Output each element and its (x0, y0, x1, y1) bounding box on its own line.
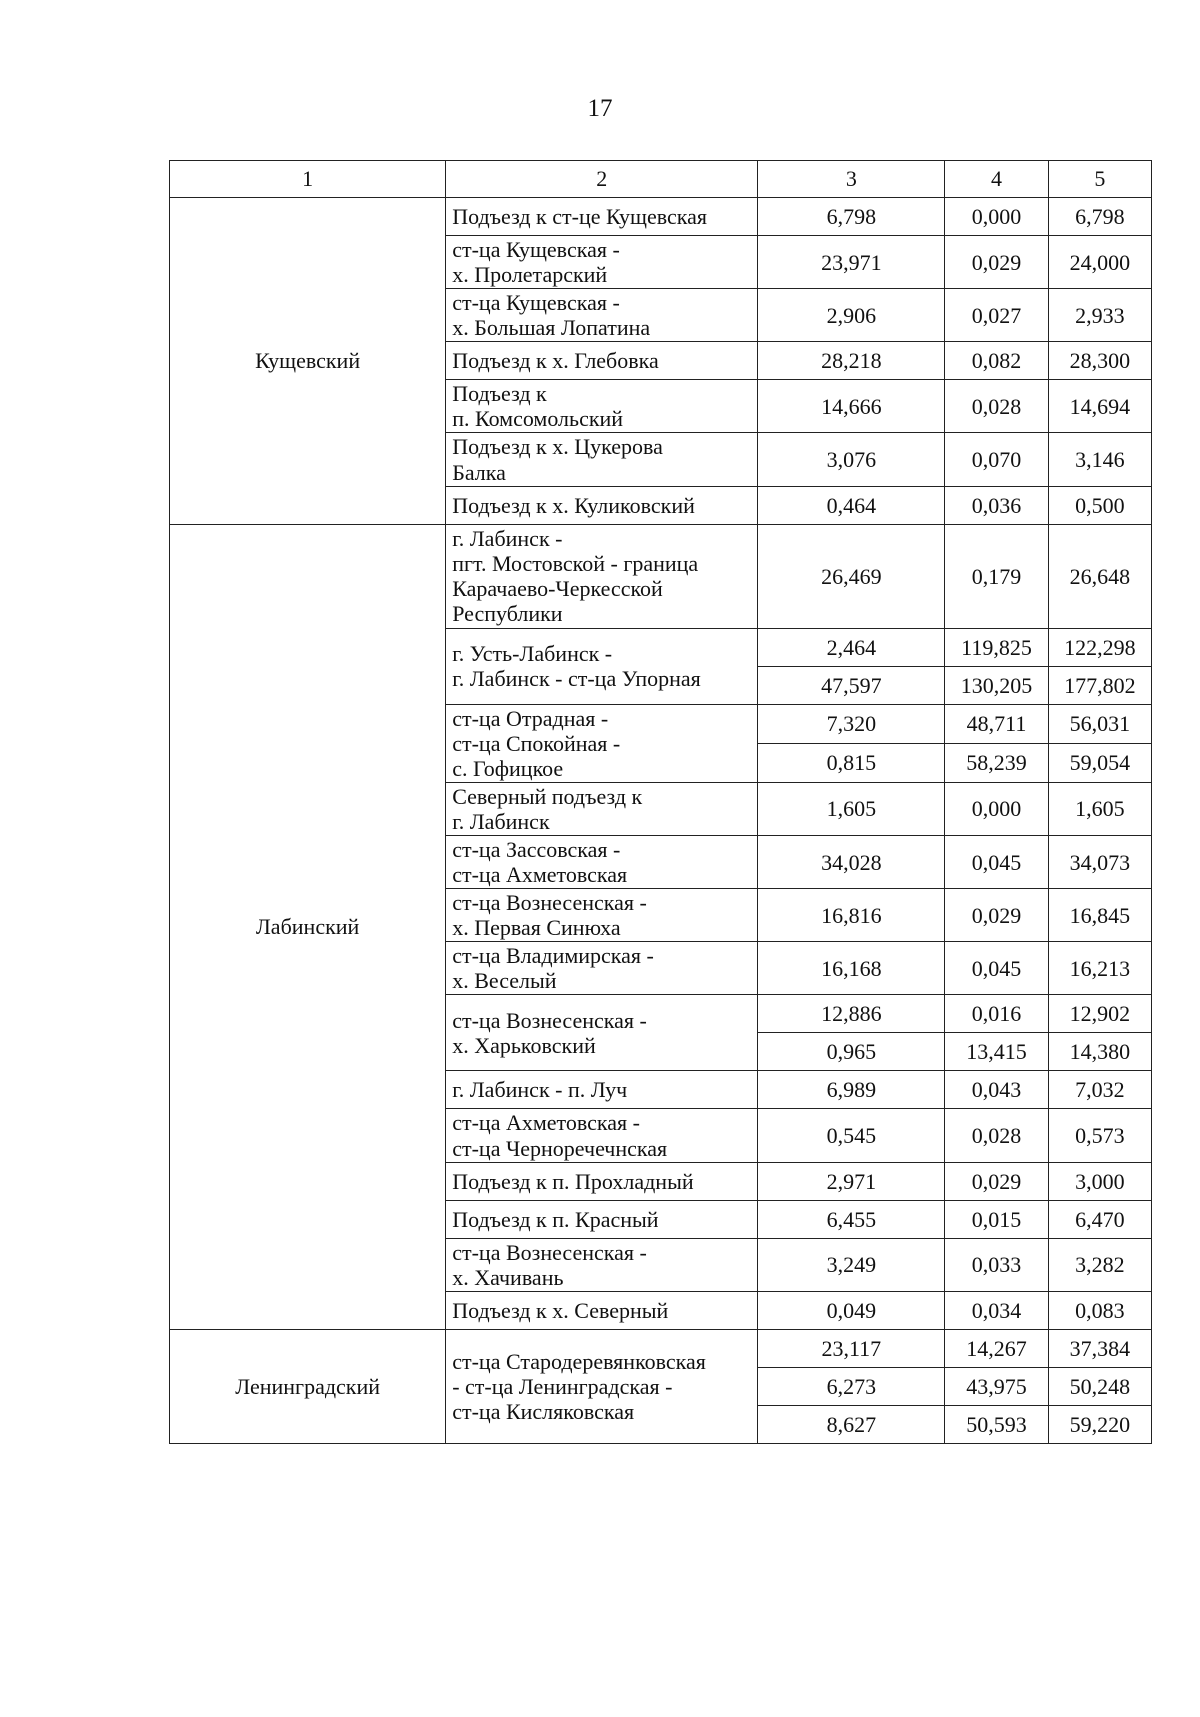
length-value-4: 58,239 (945, 743, 1048, 782)
column-header-2: 2 (446, 161, 758, 198)
length-value-4: 0,045 (945, 836, 1048, 889)
length-value-3: 0,965 (758, 1033, 945, 1071)
length-value-5: 1,605 (1048, 782, 1151, 835)
length-value-4: 0,034 (945, 1291, 1048, 1329)
page-number: 17 (587, 95, 613, 122)
length-value-4: 13,415 (945, 1033, 1048, 1071)
length-value-5: 6,798 (1048, 198, 1151, 236)
length-value-4: 0,028 (945, 1109, 1048, 1162)
road-name: ст-ца Кущевская - х. Большая Лопатина (446, 289, 758, 342)
length-value-4: 130,205 (945, 666, 1048, 704)
length-value-5: 3,282 (1048, 1238, 1151, 1291)
road-name: ст-ца Кущевская - х. Пролетарский (446, 236, 758, 289)
length-value-5: 28,300 (1048, 342, 1151, 380)
road-name: Северный подъезд к г. Лабинск (446, 782, 758, 835)
length-value-3: 3,076 (758, 433, 945, 486)
length-value-3: 3,249 (758, 1238, 945, 1291)
table-row (170, 198, 1152, 236)
road-name: г. Лабинск - пгт. Мостовской - граница Карачаево-Черкесской Республики (446, 524, 758, 628)
length-value-3: 16,168 (758, 942, 945, 995)
length-value-4: 0,000 (945, 782, 1048, 835)
length-value-5: 14,380 (1048, 1033, 1151, 1071)
road-name: ст-ца Владимирская - х. Веселый (446, 942, 758, 995)
header-row (170, 161, 1152, 198)
length-value-4: 0,016 (945, 995, 1048, 1033)
column-header-5: 5 (1048, 161, 1151, 198)
table-row (170, 1329, 1152, 1367)
length-value-3: 26,469 (758, 524, 945, 628)
length-value-4: 0,033 (945, 1238, 1048, 1291)
road-name: Подъезд к х. Глебовка (446, 342, 758, 380)
length-value-3: 28,218 (758, 342, 945, 380)
road-name: Подъезд к х. Северный (446, 1291, 758, 1329)
length-value-5: 34,073 (1048, 836, 1151, 889)
road-name: ст-ца Зассовская - ст-ца Ахметовская (446, 836, 758, 889)
length-value-3: 34,028 (758, 836, 945, 889)
length-value-4: 0,029 (945, 889, 1048, 942)
length-value-3: 2,464 (758, 628, 945, 666)
length-value-5: 122,298 (1048, 628, 1151, 666)
district-name: Лабинский (170, 524, 446, 1329)
road-name: г. Усть-Лабинск - г. Лабинск - ст-ца Упорная (446, 628, 758, 704)
length-value-4: 0,029 (945, 236, 1048, 289)
road-name: Подъезд к х. Куликовский (446, 486, 758, 524)
length-value-5: 2,933 (1048, 289, 1151, 342)
length-value-3: 7,320 (758, 704, 945, 743)
length-value-5: 0,500 (1048, 486, 1151, 524)
road-name: ст-ца Стародеревянковская - ст-ца Ленинградская - ст-ца Кисляковская (446, 1329, 758, 1443)
length-value-4: 0,082 (945, 342, 1048, 380)
length-value-5: 24,000 (1048, 236, 1151, 289)
length-value-5: 37,384 (1048, 1329, 1151, 1367)
length-value-3: 6,455 (758, 1200, 945, 1238)
length-value-3: 6,273 (758, 1367, 945, 1405)
road-name: Подъезд к п. Комсомольский (446, 380, 758, 433)
length-value-4: 0,000 (945, 198, 1048, 236)
road-name: ст-ца Вознесенская - х. Харьковский (446, 995, 758, 1071)
road-name: Подъезд к х. Цукерова Балка (446, 433, 758, 486)
column-header-4: 4 (945, 161, 1048, 198)
length-value-5: 16,845 (1048, 889, 1151, 942)
length-value-5: 50,248 (1048, 1367, 1151, 1405)
roads-table (169, 160, 1152, 1444)
length-value-4: 0,027 (945, 289, 1048, 342)
length-value-4: 119,825 (945, 628, 1048, 666)
length-value-3: 23,117 (758, 1329, 945, 1367)
length-value-4: 0,028 (945, 380, 1048, 433)
length-value-5: 16,213 (1048, 942, 1151, 995)
road-name: Подъезд к п. Прохладный (446, 1162, 758, 1200)
length-value-5: 0,573 (1048, 1109, 1151, 1162)
column-header-3: 3 (758, 161, 945, 198)
length-value-4: 48,711 (945, 704, 1048, 743)
length-value-3: 8,627 (758, 1405, 945, 1443)
district-name: Ленинградский (170, 1329, 446, 1443)
road-name: г. Лабинск - п. Луч (446, 1071, 758, 1109)
length-value-4: 0,029 (945, 1162, 1048, 1200)
length-value-4: 0,179 (945, 524, 1048, 628)
length-value-3: 2,906 (758, 289, 945, 342)
length-value-5: 14,694 (1048, 380, 1151, 433)
road-name: ст-ца Ахметовская - ст-ца Черноречечнская (446, 1109, 758, 1162)
length-value-4: 0,043 (945, 1071, 1048, 1109)
length-value-3: 47,597 (758, 666, 945, 704)
length-value-3: 0,049 (758, 1291, 945, 1329)
length-value-4: 0,070 (945, 433, 1048, 486)
length-value-5: 59,220 (1048, 1405, 1151, 1443)
length-value-3: 0,464 (758, 486, 945, 524)
table-row (170, 524, 1152, 628)
length-value-3: 0,815 (758, 743, 945, 782)
length-value-5: 6,470 (1048, 1200, 1151, 1238)
length-value-5: 56,031 (1048, 704, 1151, 743)
length-value-4: 43,975 (945, 1367, 1048, 1405)
road-name: ст-ца Вознесенская - х. Хачивань (446, 1238, 758, 1291)
length-value-3: 23,971 (758, 236, 945, 289)
length-value-4: 14,267 (945, 1329, 1048, 1367)
length-value-3: 12,886 (758, 995, 945, 1033)
length-value-3: 16,816 (758, 889, 945, 942)
table-header (170, 161, 1152, 198)
length-value-5: 3,146 (1048, 433, 1151, 486)
length-value-5: 0,083 (1048, 1291, 1151, 1329)
table-body (170, 198, 1152, 1444)
length-value-5: 7,032 (1048, 1071, 1151, 1109)
length-value-4: 0,045 (945, 942, 1048, 995)
length-value-5: 12,902 (1048, 995, 1151, 1033)
length-value-5: 59,054 (1048, 743, 1151, 782)
length-value-4: 50,593 (945, 1405, 1048, 1443)
road-name: Подъезд к п. Красный (446, 1200, 758, 1238)
length-value-3: 6,989 (758, 1071, 945, 1109)
road-name: ст-ца Отрадная - ст-ца Спокойная - с. Гофицкое (446, 704, 758, 782)
length-value-3: 2,971 (758, 1162, 945, 1200)
length-value-5: 3,000 (1048, 1162, 1151, 1200)
district-name: Кущевский (170, 198, 446, 525)
length-value-3: 0,545 (758, 1109, 945, 1162)
length-value-4: 0,036 (945, 486, 1048, 524)
column-header-1: 1 (170, 161, 446, 198)
road-name: Подъезд к ст-це Кущевская (446, 198, 758, 236)
length-value-5: 26,648 (1048, 524, 1151, 628)
length-value-4: 0,015 (945, 1200, 1048, 1238)
length-value-3: 6,798 (758, 198, 945, 236)
length-value-3: 1,605 (758, 782, 945, 835)
length-value-5: 177,802 (1048, 666, 1151, 704)
length-value-3: 14,666 (758, 380, 945, 433)
road-name: ст-ца Вознесенская - х. Первая Синюха (446, 889, 758, 942)
